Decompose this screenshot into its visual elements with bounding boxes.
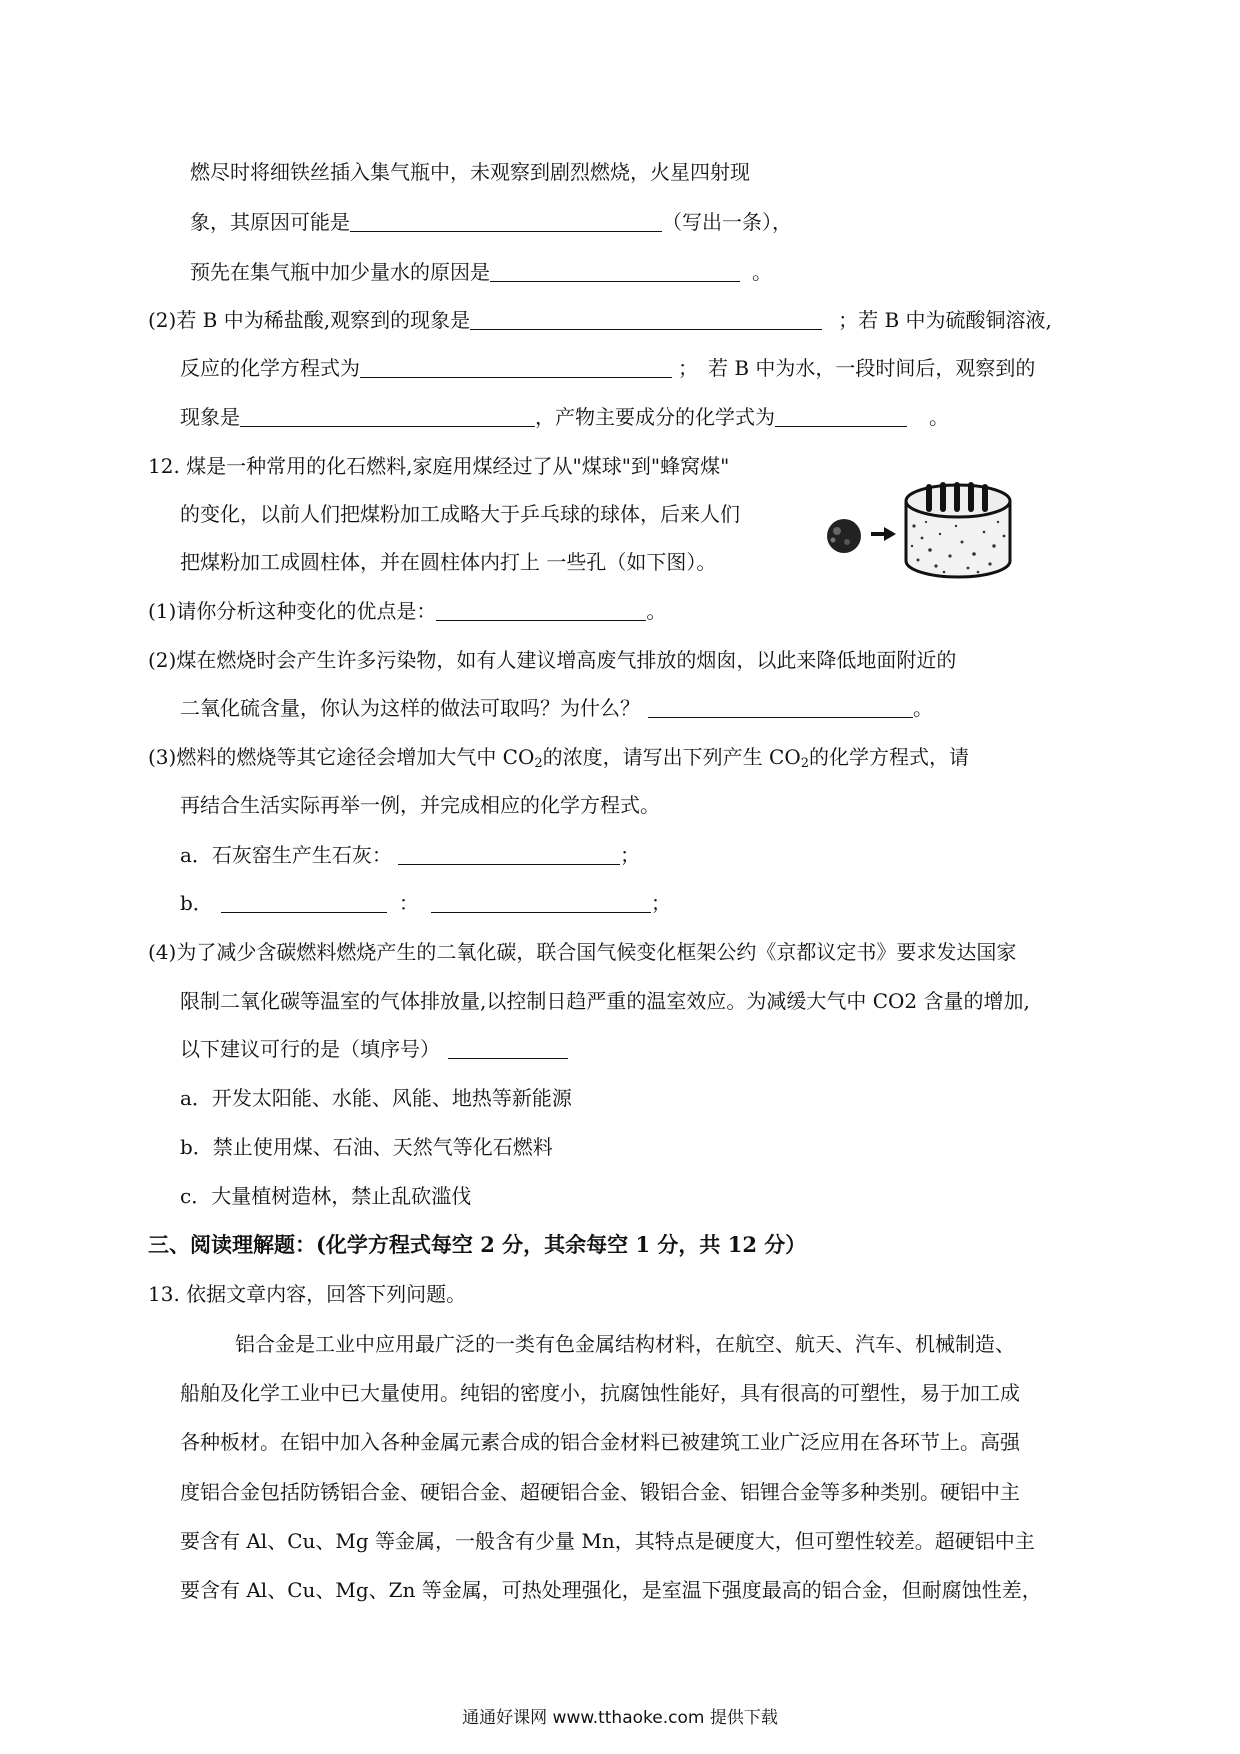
arrow-right-icon [871,527,896,541]
coal-ball-to-honeycomb-coal-figure [818,476,1018,581]
text: 预先在集气瓶中加少量水的原因是 [190,260,490,284]
text-line [180,402,949,432]
paragraph-line: 度铝合金包括防锈铝合金、硬铝合金、超硬铝合金、锻铝合金、铝锂合金等多种类别。硬铝中主 [180,1480,1020,1504]
paragraph-line: 要含有 Al、Cu、Mg、Zn 等金属，可热处理强化，是室温下强度最高的铝合金，但耐腐蚀性差， [180,1578,1042,1602]
text-line: 再结合生活实际再举一例，并完成相应的化学方程式。 [180,793,660,817]
text-line: 燃尽时将细铁丝插入集气瓶中，未观察到剧烈燃烧，火星四射现 [190,160,750,184]
text: ； [650,891,671,915]
text: ； [619,843,640,867]
coal-ball-icon [827,519,861,553]
text: 象，其原因可能是 [190,210,350,234]
text: a．石灰窑生产生石灰： [180,843,392,867]
text: 现象是 [180,405,240,429]
subscript: 2 [800,756,810,771]
text-line [190,257,772,287]
answer-blank[interactable] [360,355,672,378]
text: 以下建议可行的是（填序号） [180,1037,440,1061]
paragraph-line: 各种板材。在铝中加入各种金属元素合成的铝合金材料已被建筑工业广泛应用在各环节上。高强 [180,1430,1020,1454]
answer-blank[interactable] [436,598,646,621]
answer-blank[interactable] [490,259,740,282]
answer-blank[interactable] [648,695,913,718]
option-c: c．大量植树造林，禁止乱砍滥伐 [180,1184,472,1208]
honeycomb-coal-icon [906,482,1010,577]
text-line: (4)为了减少含碳燃料燃烧产生的二氧化碳，联合国气候变化框架公约《京都议定书》要求发达国家 [148,940,1017,964]
text-line [180,1034,568,1064]
answer-blank[interactable] [448,1036,568,1059]
text-line [148,305,1052,335]
text-line: 限制二氧化碳等温室的气体排放量,以控制日趋严重的温室效应。为减缓大气中 CO2 含量的增加, [180,989,1030,1013]
text-line [148,596,666,626]
text: 。 [929,405,949,429]
text-line [190,207,792,237]
text: 二氧化硫含量，你认为这样的做法可取吗？为什么？ [180,696,640,720]
question-12-intro: 12. 煤是一种常用的化石燃料,家庭用煤经过了从"煤球"到"蜂窝煤" [148,454,730,478]
text: b． [180,891,213,915]
text: (3)燃料的燃烧等其它途径会增加大气中 CO [148,745,535,769]
page-footer: 通通好课网 www.tthaoke.com 提供下载 [462,1708,778,1728]
option-a: a．开发太阳能、水能、风能、地热等新能源 [180,1086,572,1110]
text: ，产物主要成分的化学式为 [535,405,775,429]
text-line [180,840,640,870]
text: ；若 B 中为硫酸铜溶液, [838,308,1052,332]
text-line [148,742,969,779]
section-3-heading: 三、阅读理解题：(化学方程式每空 2 分，其余每空 1 分，共 12 分） [148,1232,807,1257]
text: (2)若 B 中为稀盐酸,观察到的现象是 [148,308,471,332]
text: (1)请你分析这种变化的优点是： [148,599,437,623]
answer-blank[interactable] [775,404,907,427]
answer-blank[interactable] [431,890,651,913]
answer-blank[interactable] [350,209,662,232]
paragraph-line: 铝合金是工业中应用最广泛的一类有色金属结构材料，在航空、航天、汽车、机械制造、 [235,1332,1015,1356]
text: 反应的化学方程式为 [180,356,360,380]
option-b: b．禁止使用煤、石油、天然气等化石燃料 [180,1135,553,1159]
text: 。 [752,260,772,284]
text: 的化学方程式，请 [809,745,970,769]
text-line: (2)煤在燃烧时会产生许多污染物，如有人建议增高废气排放的烟囱，以此来降低地面附近的 [148,648,957,672]
answer-blank[interactable] [470,307,822,330]
text: 。 [646,599,667,623]
text-line: 把煤粉加工成圆柱体，并在圆柱体内打上 一些孔（如下图）。 [180,550,717,574]
text: ： [398,891,419,915]
paragraph-line: 要含有 Al、Cu、Mg 等金属，一般含有少量 Mn，其特点是硬度大，但可塑性较差。超硬铝中主 [180,1529,1035,1553]
subscript: 2 [534,756,543,771]
text: （写出一条）， [662,210,792,234]
text-line [180,353,1035,383]
text: 。 [913,696,933,720]
paragraph-line: 船舶及化学工业中已大量使用。纯铝的密度小，抗腐蚀性能好，具有很高的可塑性，易于加工成 [180,1381,1020,1405]
text-line: 的变化，以前人们把煤粉加工成略大于乒乓球的球体，后来人们 [180,502,740,526]
question-13: 13. 依据文章内容，回答下列问题。 [148,1282,467,1306]
answer-blank[interactable] [221,890,387,913]
text: ； 若 B 中为水，一段时间后，观察到的 [678,356,1036,380]
text: 的浓度，请写出下列产生 CO [542,745,801,769]
text-line [180,693,933,723]
answer-blank[interactable] [240,404,535,427]
text-line [180,888,671,918]
answer-blank[interactable] [398,842,620,865]
